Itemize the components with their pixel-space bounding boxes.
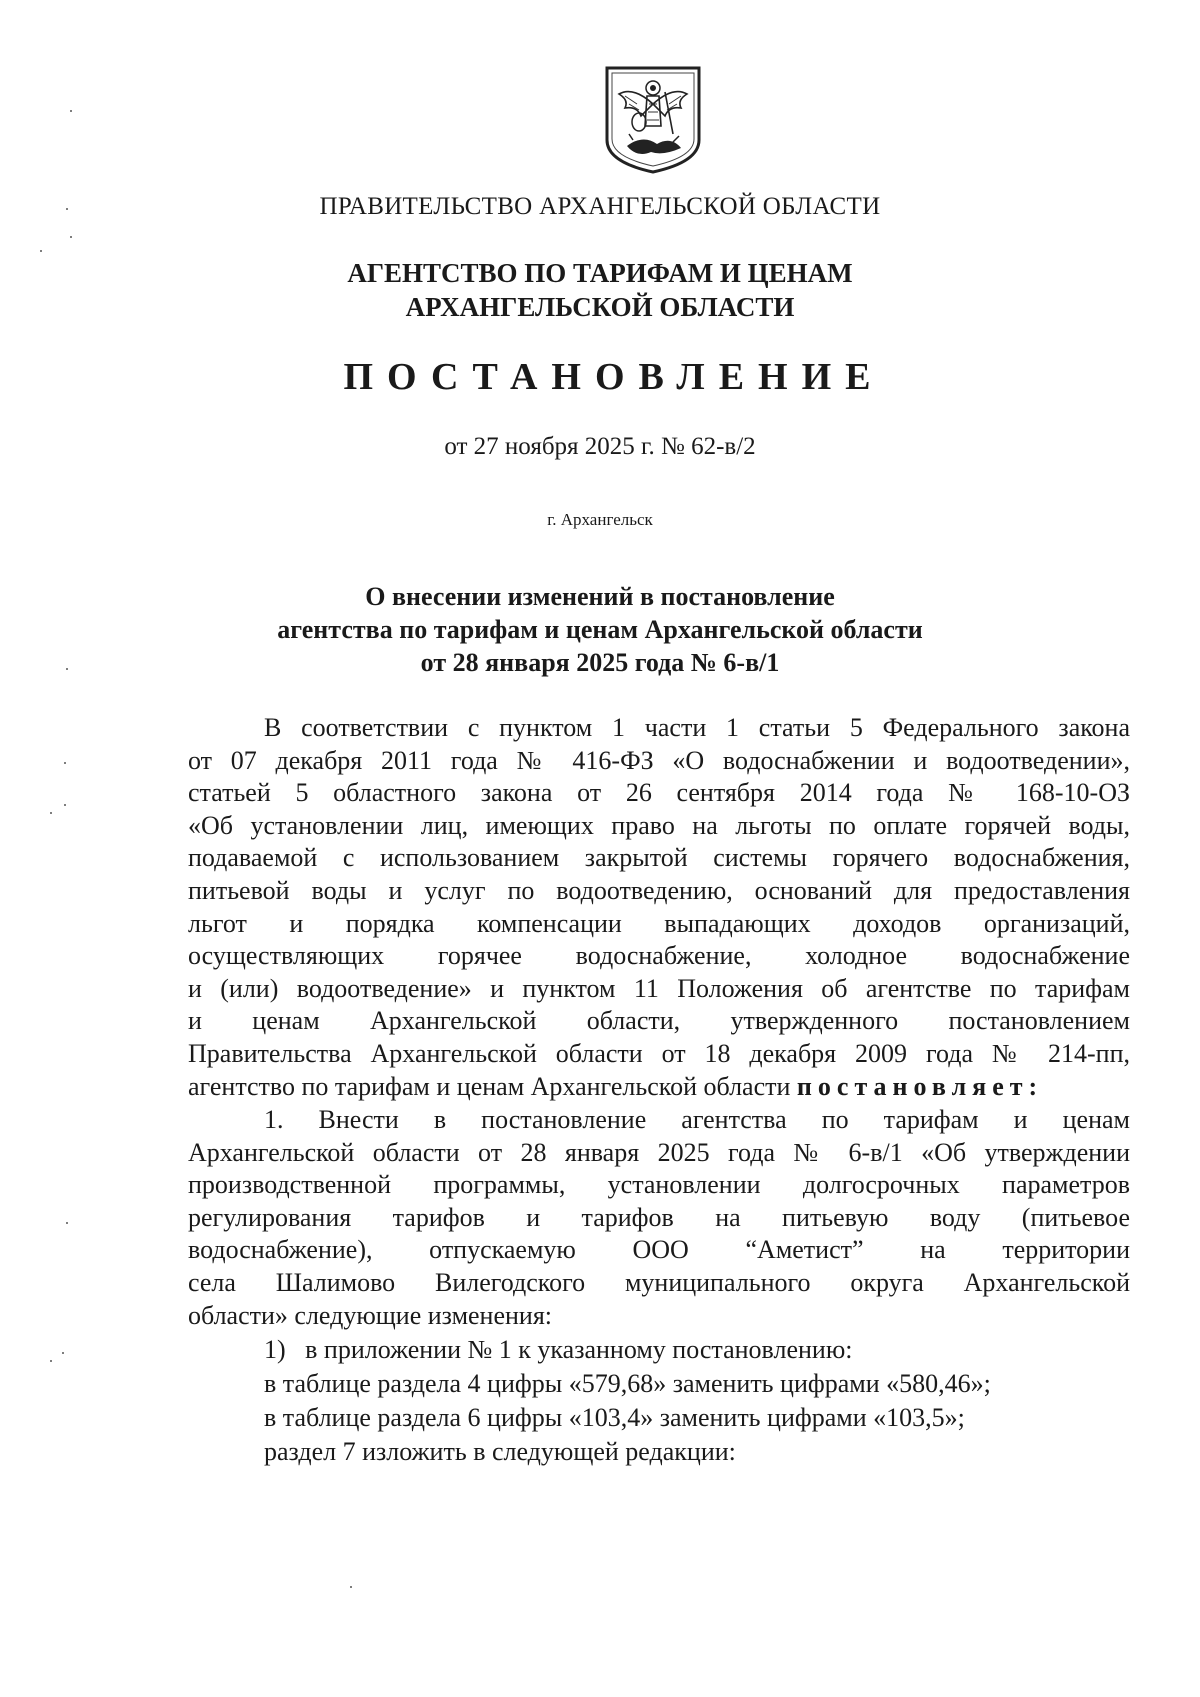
scan-speck xyxy=(70,110,72,112)
point-1-line: 1. Внести в постановление агентства по тарифам и ценам xyxy=(264,1105,1130,1134)
preamble-line: льгот и порядка компенсации выпадающих доходов организаций, xyxy=(188,908,1130,938)
scan-speck xyxy=(50,812,52,814)
point-1-line: регулирования тарифов и тарифов на питьевую воду (питьевое xyxy=(188,1202,1130,1232)
subitem: в таблице раздела 4 цифры «579,68» заменить цифрами «580,46»; xyxy=(264,1369,991,1398)
point-1-line: Архангельской области от 28 января 2025 года № 6-в/1 «Об утверждении xyxy=(188,1137,1130,1167)
preamble-closing-text: агентство по тарифам и ценам Архангельской области xyxy=(188,1071,791,1101)
agency-name-line1: АГЕНТСТВО ПО ТАРИФАМ И ЦЕНАМ xyxy=(347,258,853,288)
preamble-line: «Об установлении лиц, имеющих право на льготы по оплате горячей воды, xyxy=(188,810,1130,840)
document-date-number: от 27 ноября 2025 г. № 62-в/2 xyxy=(444,433,756,460)
scan-speck xyxy=(64,804,66,806)
subitem: раздел 7 изложить в следующей редакции: xyxy=(264,1437,736,1466)
scan-speck xyxy=(70,236,72,238)
preamble-line: от 07 декабря 2011 года № 416-ФЗ «О водоснабжении и водоотведении», xyxy=(188,745,1130,775)
scan-speck xyxy=(62,1352,64,1354)
scan-speck xyxy=(66,1222,68,1224)
coat-of-arms-icon xyxy=(603,64,703,174)
preamble-line: и (или) водоотведение» и пунктом 11 Положения об агентстве по тарифам xyxy=(188,973,1130,1003)
preamble-closing-line xyxy=(188,1071,1130,1104)
point-1-line: села Шалимово Вилегодского муниципального округа Архангельской xyxy=(188,1267,1130,1297)
scan-speck xyxy=(50,1360,52,1362)
scan-speck xyxy=(66,668,68,670)
preamble-line: Правительства Архангельской области от 18 декабря 2009 года № 214-пп, xyxy=(188,1038,1130,1068)
point-1-line: производственной программы, установлении долгосрочных параметров xyxy=(188,1170,1130,1200)
preamble-line: статьей 5 областного закона от 26 сентября 2014 года № 168-10-ОЗ xyxy=(188,778,1130,808)
point-1-paragraph xyxy=(188,1104,1130,1332)
agency-name-line2: АРХАНГЕЛЬСКОЙ ОБЛАСТИ xyxy=(405,292,795,322)
scan-speck xyxy=(64,762,66,764)
subject-line3: от 28 января 2025 года № 6-в/1 xyxy=(420,648,780,677)
subitems-list xyxy=(264,1333,1130,1469)
subitem: в таблице раздела 6 цифры «103,4» заменить цифрами «103,5»; xyxy=(264,1403,965,1432)
government-name: ПРАВИТЕЛЬСТВО АРХАНГЕЛЬСКОЙ ОБЛАСТИ xyxy=(319,193,881,220)
preamble-line: осуществляющих горячее водоснабжение, холодное водоснабжение xyxy=(188,941,1130,971)
scan-speck xyxy=(40,250,42,252)
preamble-line: В соответствии с пунктом 1 части 1 статьи 5 Федерального закона xyxy=(264,713,1130,742)
preamble-paragraph xyxy=(188,712,1130,1103)
subject-line1: О внесении изменений в постановление xyxy=(365,582,835,611)
document-city: г. Архангельск xyxy=(547,510,653,529)
decree-word: постановляет: xyxy=(796,1071,1044,1101)
agency-name xyxy=(0,256,1200,324)
document-type: ПОСТАНОВЛЕНИЕ xyxy=(343,356,885,398)
subitem: 1) в приложении № 1 к указанному постановлению: xyxy=(264,1335,853,1364)
point-1-line: водоснабжение), отпускаемую ООО “Аметист” на территории xyxy=(188,1235,1130,1265)
preamble-line: питьевой воды и услуг по водоотведению, оснований для предоставления xyxy=(188,875,1130,905)
scan-speck xyxy=(350,1586,352,1588)
document-subject xyxy=(0,580,1200,679)
subject-line2: агентства по тарифам и ценам Архангельской области xyxy=(277,615,923,644)
preamble-line: и ценам Архангельской области, утвержденного постановлением xyxy=(188,1006,1130,1036)
point-1-line: области» следующие изменения: xyxy=(188,1300,553,1330)
preamble-line: подаваемой с использованием закрытой системы горячего водоснабжения, xyxy=(188,843,1130,873)
scan-speck xyxy=(66,208,68,210)
